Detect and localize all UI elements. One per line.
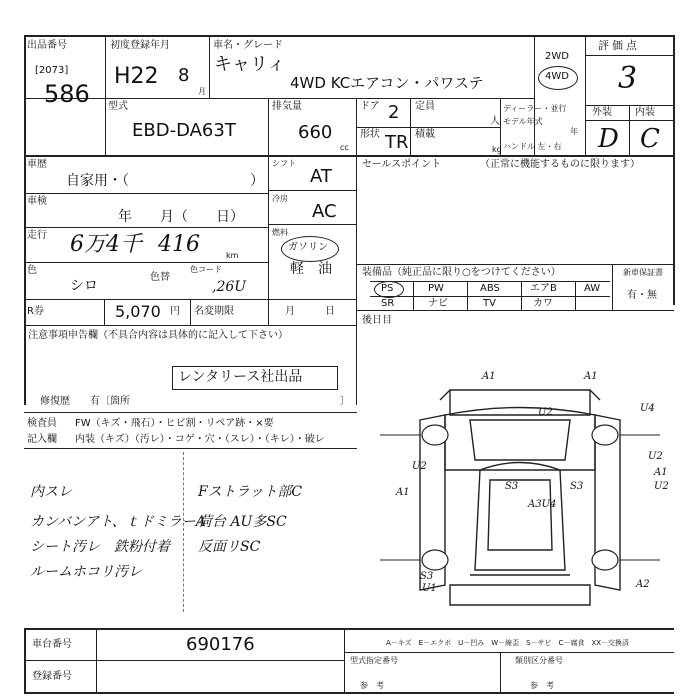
interior-label: 内装 <box>635 107 655 118</box>
type-cert-label: 型式指定番号 <box>350 656 398 665</box>
warranty-label: 新車保証書 <box>623 268 663 277</box>
first-reg-month: 8 <box>178 65 190 86</box>
interior-row: 内装（キズ）（汚レ）・コゲ・穴・（スレ）・（キレ）・破レ <box>75 434 325 445</box>
lot-label: 出品番号 <box>27 40 67 51</box>
capacity-unit: 人 <box>490 116 500 127</box>
rental-stamp-text: レンタリース社出品 <box>178 369 303 385</box>
r-price-label: R券 <box>27 306 44 317</box>
ref-label-right: 参 考 <box>530 681 554 690</box>
fuel-diesel: 軽 油 <box>290 261 332 277</box>
sales-label: セールスポイント <box>362 159 442 170</box>
dmg-label-s3-rear: S3 <box>420 571 434 582</box>
dmg-label-a1-right-a: A1 <box>654 467 668 478</box>
repair-close: 〕 <box>340 396 350 407</box>
ac-value: AC <box>312 201 337 222</box>
equip-label: 装備品（純正品に限り○をつけてください） <box>362 267 561 278</box>
lot-sub-number: [2073] <box>35 65 69 76</box>
legend-text: A－キズ E－エクボ U－凹み W－線歪 S－サビ C－腐食 XX－交換済 <box>386 639 630 647</box>
dmg-label-s3-left: S3 <box>505 481 519 492</box>
type-label: 型式 <box>108 101 128 112</box>
model-year-label: モデル年式 <box>503 117 543 126</box>
dmg-label-a1-top-right: A1 <box>584 371 598 382</box>
fw-row: FW（キズ・飛石）・ヒビ割・リペア跡・×要 <box>75 418 274 429</box>
dmg-label-a2: A2 <box>636 579 650 590</box>
chassis-label: 車台番号 <box>32 639 72 650</box>
mileage-unit: km <box>226 251 239 260</box>
dmg-label-a1-top-left: A1 <box>482 371 496 382</box>
model-label: 車名・グレード <box>213 40 283 51</box>
drive-2wd-label: 2WD <box>545 51 569 62</box>
grade-text: 4WD KCエアコン・パワステ <box>290 74 484 92</box>
color-no-label: 色替 <box>150 272 170 283</box>
mileage-tail: 416 <box>158 232 200 257</box>
color-code-value: ,26U <box>212 279 247 295</box>
year-unit: 年 <box>570 127 578 136</box>
r-price-unit: 円 <box>170 306 180 317</box>
chassis-value: 690176 <box>186 634 255 655</box>
dmg-label-u4: U4 <box>640 403 655 414</box>
dmg-label-a3u4: A3U4 <box>528 499 557 510</box>
name-change-value: 月 日 <box>285 306 335 317</box>
note-left-2: カンバンアト、ｔドミラーA <box>30 514 206 530</box>
equip-aw: AW <box>584 283 601 294</box>
dmg-label-u2-right-b: U2 <box>654 481 669 492</box>
dmg-label-u2-right: U2 <box>648 451 663 462</box>
reg-label: 登録番号 <box>32 671 72 682</box>
fuel-label: 燃料 <box>272 228 288 237</box>
note-left-3: シート汚レ 鉄粉付着 <box>30 539 170 555</box>
equip-ps: PS <box>381 283 394 294</box>
dealer-label: ディーラー・並行 <box>503 104 567 113</box>
note-right-1: Fストラット部C <box>198 484 303 500</box>
type-value: EBD-DA63T <box>132 120 236 141</box>
equip-tv: TV <box>483 298 496 309</box>
model-name: キャリィ <box>214 54 286 75</box>
month-unit: 月 <box>198 87 206 96</box>
equip-abs: ABS <box>480 283 500 294</box>
doors-value: 2 <box>388 102 400 123</box>
cc-value: 660 <box>298 122 333 143</box>
ac-label: 冷房 <box>272 194 288 203</box>
cc-label: 排気量 <box>272 101 302 112</box>
exterior-label: 外装 <box>592 107 612 118</box>
name-change-label: 名変期限 <box>194 306 234 317</box>
sales-note: （正常に機能するものに限ります） <box>480 159 640 170</box>
score-label: 評価点 <box>598 39 640 52</box>
score-value: 3 <box>618 61 638 96</box>
cc-unit: cc <box>340 143 349 152</box>
usage-close: ） <box>250 173 264 189</box>
load-unit: kg <box>492 145 502 154</box>
dmg-label-s3-right: S3 <box>570 481 584 492</box>
inspection-value: 年 月（ 日） <box>118 209 244 225</box>
first-reg-label: 初度登録年月 <box>110 40 170 51</box>
note-left-4: ルームホコリ汚レ <box>30 564 142 580</box>
equip-navi: ナビ <box>428 298 448 309</box>
usage-value: 自家用・（ <box>66 173 129 189</box>
note-left-1: 内スレ <box>30 484 72 500</box>
declare-label: 注意事項申告欄（不具合内容は具体的に記入して下さい） <box>28 330 288 341</box>
equip-airbag: エアB <box>530 283 557 294</box>
mileage-handwritten: 6万4千 <box>70 232 142 257</box>
first-reg-era: H22 <box>114 64 159 89</box>
ref-label-left: 参 考 <box>360 681 384 690</box>
color-value: シロ <box>70 278 98 294</box>
usage-label: 車歴 <box>27 159 47 170</box>
dmg-label-u2-left: U2 <box>412 461 427 472</box>
mileage-label: 走行 <box>27 230 47 241</box>
handle-label: ハンドル 左・右 <box>503 142 562 151</box>
warranty-value: 有・無 <box>627 290 657 301</box>
exterior-grade: D <box>598 124 619 154</box>
fuel-gasoline: ガソリン <box>288 242 328 253</box>
equip-leather: カワ <box>533 298 553 309</box>
note-right-3: 反面リSC <box>198 539 261 555</box>
note-right-2: 荷台 AU多SC <box>198 514 287 530</box>
repair-label: 修復歴 有〔箇所 <box>40 396 130 407</box>
shape-label: 形状 <box>360 129 380 140</box>
interior-grade: C <box>640 124 660 154</box>
shift-label: シフト <box>272 159 296 168</box>
r-price-value: 5,070 <box>115 302 161 321</box>
entry-label: 記入欄 <box>27 434 57 445</box>
dmg-label-u1: U1 <box>422 583 437 594</box>
equip-pw: PW <box>428 283 444 294</box>
doors-label: ドア <box>360 101 380 112</box>
load-label: 積載 <box>415 129 435 140</box>
shape-value: TR <box>385 132 409 153</box>
inspection-label: 車検 <box>27 196 47 207</box>
inspector-label: 検査員 <box>27 418 57 429</box>
back-seat-label: 後日目 <box>362 315 392 326</box>
shift-value: AT <box>310 166 332 187</box>
capacity-label: 定員 <box>415 101 435 112</box>
lot-number: 586 <box>44 80 90 108</box>
color-label: 色 <box>27 265 37 276</box>
equip-sr: SR <box>381 298 395 309</box>
dmg-label-u2-roof: U2 <box>538 407 553 418</box>
class-label: 類別区分番号 <box>515 656 563 665</box>
dmg-label-a1-left: A1 <box>396 487 410 498</box>
color-code-label: 色コード <box>190 265 222 274</box>
drive-4wd-value: 4WD <box>545 71 569 82</box>
